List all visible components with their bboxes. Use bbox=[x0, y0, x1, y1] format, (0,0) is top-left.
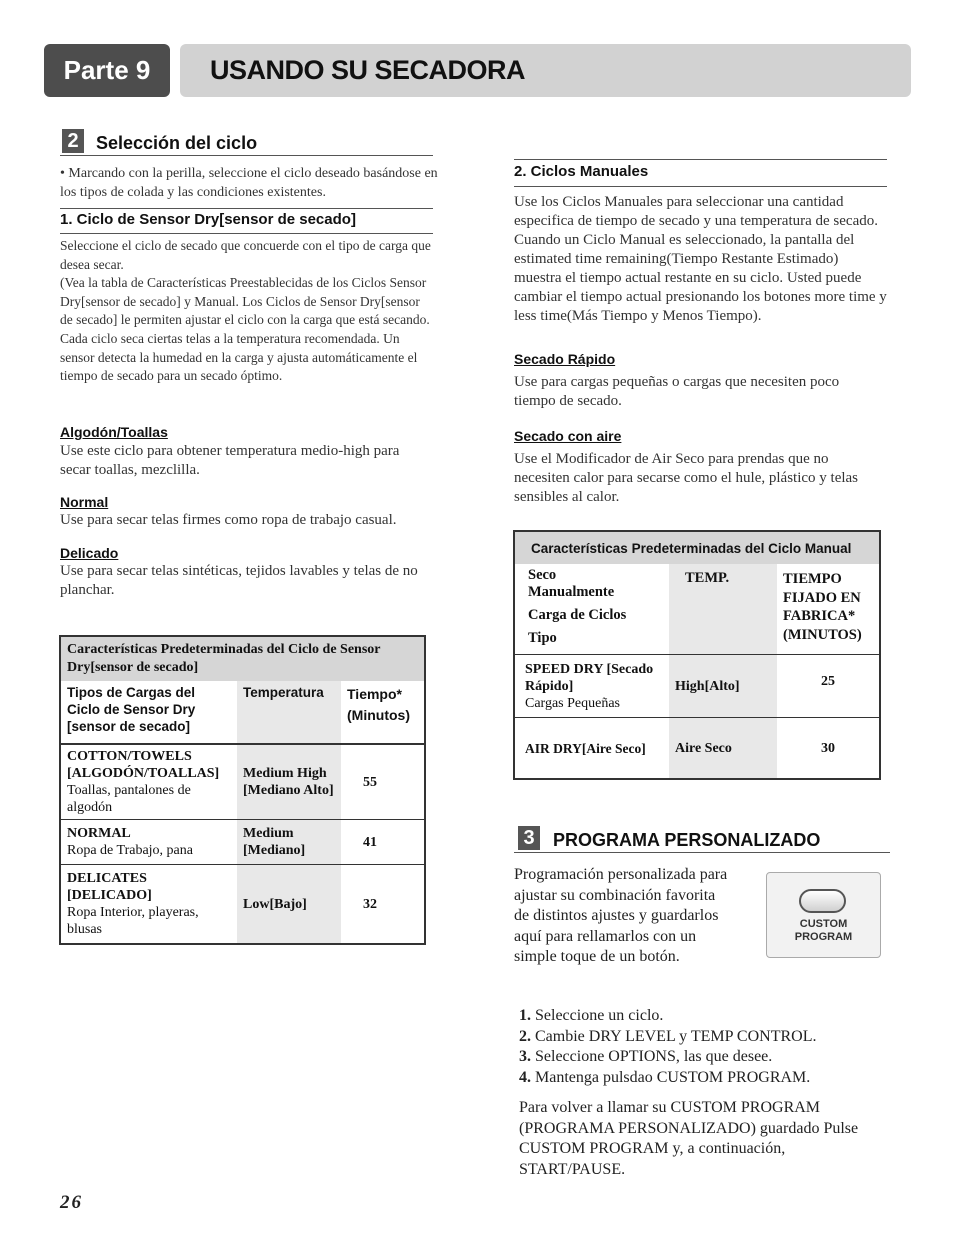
sensor-cycle-text: Seleccione el ciclo de secado que concuerde con el tipo de carga que desea secar. (Vea la tabla de Características Preestablecidas de los Ciclos Sensor Dry[sensor de secado] y Manual. Los Ciclos de Sensor Dry[sensor de secado] le permiten ajustar el ciclo con la carga que está secando. Cada ciclo seca ciertas telas a la temperatura recomendada. Un sensor detecta la humedad en la carga y ajusta automáticamente el tiempo de secado para un secado óptimo. bbox=[60, 238, 431, 384]
cycle-load: Ropa de Trabajo, pana bbox=[67, 843, 193, 858]
temperature-cell: Medium High [Mediano Alto] bbox=[237, 744, 341, 820]
custom-program-intro: Programación personalizada para ajustar su combinación favorita de distintos ajustes y guardarlos aquí para rellamarlos con un simple toque de un botón. bbox=[514, 866, 728, 965]
cycle-label: NORMAL bbox=[67, 826, 131, 841]
cycle-description: Use para secar telas sintéticas, tejidos lavables y telas de no planchar. bbox=[60, 563, 418, 598]
cycle-load: Toallas, pantalones de algodón bbox=[67, 783, 191, 815]
cycle-name: Algodón/Toallas bbox=[60, 424, 168, 440]
column-header: Tipos de Cargas del Ciclo de Sensor Dry [sensor de secado] bbox=[67, 685, 196, 734]
column-header: Temperatura bbox=[237, 681, 341, 744]
table-caption-row bbox=[60, 636, 425, 681]
button-label: CUSTOM PROGRAM bbox=[794, 918, 853, 943]
table-row bbox=[60, 820, 425, 865]
divider bbox=[514, 852, 890, 853]
divider bbox=[60, 233, 433, 234]
temperature-cell: Low[Bajo] bbox=[237, 865, 341, 945]
table-header-row bbox=[60, 681, 425, 744]
table-caption-row bbox=[514, 531, 880, 564]
time-cell: 30 bbox=[821, 740, 835, 756]
time-cell: 41 bbox=[363, 834, 377, 850]
table-row bbox=[60, 744, 425, 820]
cycle-description: Use el Modificador de Air Seco para prendas que no necesiten calor para secarse como el hule, plástico y telas sensibles al calor. bbox=[514, 451, 859, 505]
column-header: TIEMPO FIJADO EN FABRICA* (MINUTOS) bbox=[783, 571, 862, 643]
divider bbox=[514, 186, 887, 187]
divider bbox=[60, 208, 433, 209]
manual-cycle-table bbox=[513, 530, 881, 780]
section-number: 2 bbox=[62, 129, 84, 153]
cycle-label: COTTON/TOWELS [ALGODÓN/TOALLAS] bbox=[67, 749, 220, 781]
table-row bbox=[514, 718, 880, 780]
cycle-description: Use para secar telas firmes como ropa de trabajo casual. bbox=[60, 512, 397, 528]
list-item: 3. Seleccione OPTIONS, las que desee. bbox=[519, 1048, 773, 1065]
page-title: USANDO SU SECADORA bbox=[180, 44, 911, 97]
cycle-cell bbox=[60, 744, 237, 820]
section-title: Selección del ciclo bbox=[96, 133, 258, 153]
cycle-description: Use para cargas pequeñas o cargas que necesiten poco tiempo de secado. bbox=[514, 374, 840, 409]
divider bbox=[514, 159, 887, 160]
manual-cycle-text: Use los Ciclos Manuales para seleccionar una cantidad especifica de tiempo de secado y una temperatura de secado. Cuando un Ciclo Manual es seleccionado, la pantalla del estimated time remaining(Tiempo Restante Estimado) muestra el tiempo actual restante en su ciclo. Usted puede cambiar el tiempo actual presionando los botones more time y less time(Más Tiempo y Menos Tiempo). bbox=[514, 194, 887, 324]
cycle-label: SPEED DRY [Secado Rápido] bbox=[525, 661, 654, 694]
column-header bbox=[514, 564, 669, 655]
list-item: 2. Cambie DRY LEVEL y TEMP CONTROL. bbox=[519, 1027, 817, 1045]
cycle-name: Delicado bbox=[60, 545, 119, 561]
cycle-cell: AIR DRY[Aire Seco] bbox=[525, 740, 646, 756]
header-line: Seco Manualmente bbox=[528, 567, 615, 600]
part-badge: Parte 9 bbox=[44, 44, 170, 97]
table-caption: Características Predeterminadas del Ciclo Manual bbox=[514, 531, 880, 564]
manual-cycle-title: 2. Ciclos Manuales bbox=[514, 163, 649, 180]
cycle-load: Cargas Pequeñas bbox=[525, 695, 620, 711]
sensor-cycle-table bbox=[59, 635, 426, 945]
column-header: TEMP. bbox=[669, 564, 777, 655]
sensor-cycle-title: 1. Ciclo de Sensor Dry[sensor de secado] bbox=[60, 211, 356, 228]
table-header-row bbox=[514, 564, 880, 655]
table-caption: Características Predeterminadas del Ciclo de Sensor Dry[sensor de secado] bbox=[60, 636, 425, 681]
cycle-name: Secado con aire bbox=[514, 428, 622, 444]
temperature-cell: Medium [Mediano] bbox=[237, 820, 341, 865]
header-line: Tipo bbox=[528, 630, 557, 646]
cycle-description: Use este ciclo para obtener temperatura medio-high para secar toallas, mezclilla. bbox=[60, 443, 400, 478]
time-cell: 25 bbox=[821, 674, 835, 689]
page-number: 26 bbox=[60, 1192, 83, 1213]
divider bbox=[60, 155, 433, 156]
cycle-label: DELICATES [DELICADO] bbox=[67, 871, 152, 903]
list-item: 4. Mantenga pulsdao CUSTOM PROGRAM. bbox=[519, 1068, 811, 1086]
list-item: 1. Seleccione un ciclo. bbox=[519, 1007, 664, 1024]
header-line: Carga de Ciclos bbox=[528, 607, 627, 623]
time-cell: 32 bbox=[363, 896, 377, 912]
cycle-name: Secado Rápido bbox=[514, 351, 616, 367]
cycle-cell bbox=[60, 865, 237, 945]
temperature-cell: Aire Seco bbox=[669, 718, 777, 780]
time-cell: 55 bbox=[363, 774, 377, 790]
section-title: PROGRAMA PERSONALIZADO bbox=[553, 830, 821, 850]
bullet-text: • Marcando con la perilla, seleccione el ciclo deseado basándose en los tipos de colada y las condiciones existentes. bbox=[60, 166, 438, 200]
button-shape-icon bbox=[799, 889, 846, 913]
cycle-load: Ropa Interior, playeras, blusas bbox=[67, 905, 199, 937]
table-row bbox=[60, 865, 425, 945]
cycle-name: Normal bbox=[60, 494, 109, 510]
cycle-cell bbox=[60, 820, 237, 865]
cycle-cell bbox=[514, 655, 669, 718]
recall-text: Para volver a llamar su CUSTOM PROGRAM (PROGRAMA PERSONALIZADO) guardado Pulse CUSTOM PROGRAM y, a continuación, START/PAUSE. bbox=[519, 1099, 859, 1178]
column-header: Tiempo* (Minutos) bbox=[347, 686, 410, 723]
section-number: 3 bbox=[518, 826, 540, 850]
steps-list bbox=[519, 1006, 899, 1088]
table-row bbox=[514, 655, 880, 718]
temperature-cell: High[Alto] bbox=[669, 655, 777, 718]
custom-program-button[interactable] bbox=[766, 872, 881, 958]
